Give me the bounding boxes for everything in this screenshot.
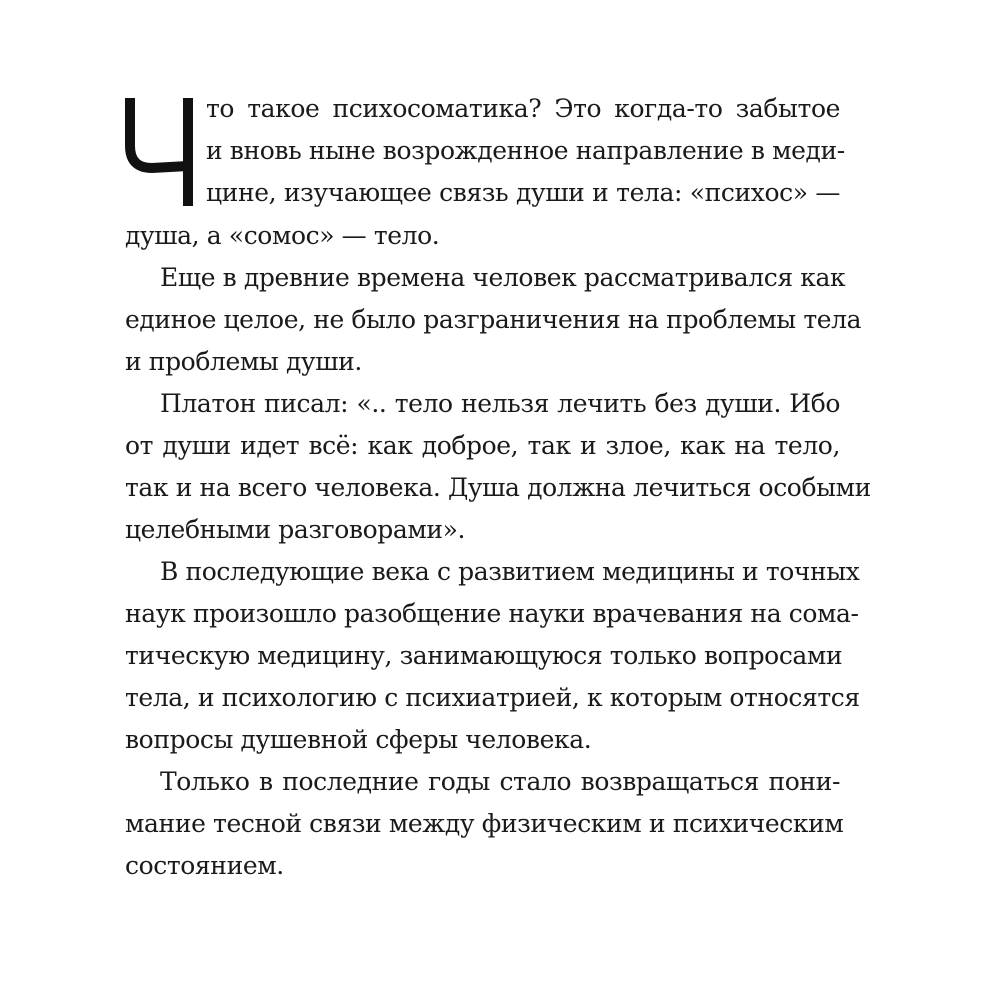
- paragraph-3-line-3: так и на всего человека. Душа должна лечиться особыми: [125, 473, 871, 502]
- paragraph-2-line-3: и проблемы души.: [125, 347, 362, 376]
- paragraph-4-line-2: наук произошло разобщение науки врачевания на сома-: [125, 599, 859, 628]
- paragraph-4-line-5: вопросы душевной сферы человека.: [125, 725, 592, 754]
- paragraph-5-line-1: Только в последние годы стало возвращаться пони-: [160, 767, 840, 796]
- paragraph-5-line-2: мание тесной связи между физическим и психическим: [125, 809, 844, 838]
- paragraph-1-line-4: душа, а «сомос» — тело.: [125, 221, 440, 250]
- paragraph-4-line-1: В последующие века с развитием медицины и точных: [160, 557, 860, 586]
- paragraph-3-line-1: Платон писал: «.. тело нельзя лечить без души. Ибо: [160, 389, 840, 418]
- paragraph-1-line-2: и вновь ныне возрожденное направление в меди-: [206, 136, 845, 165]
- paragraph-5-line-3: состоянием.: [125, 851, 284, 880]
- paragraph-3-line-4: целебными разговорами».: [125, 515, 466, 544]
- paragraph-2-line-1: Еще в древние времена человек рассматривался как: [160, 263, 846, 292]
- paragraph-4-line-4: тела, и психологию с психиатрией, к которым относятся: [125, 683, 860, 712]
- paragraph-1-line-1: то такое психосоматика? Это когда-то забытое: [206, 94, 840, 123]
- paragraph-4-line-3: тическую медицину, занимающуюся только вопросами: [125, 641, 843, 670]
- paragraph-1-line-3: цине, изучающее связь души и тела: «психос» —: [206, 178, 840, 207]
- drop-cap-letter: [122, 94, 198, 208]
- paragraph-2-line-2: единое целое, не было разграничения на проблемы тела: [125, 305, 862, 334]
- paragraph-3-line-2: от души идет всё: как доброе, так и злое, как на тело,: [125, 431, 840, 460]
